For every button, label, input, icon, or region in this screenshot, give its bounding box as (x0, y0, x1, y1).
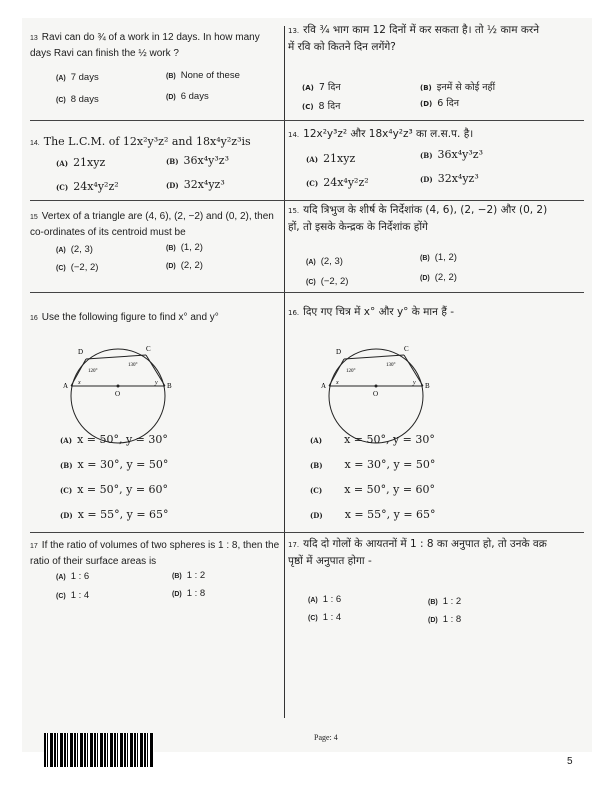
center-point (375, 385, 378, 388)
q14-number: 14. (30, 140, 40, 147)
q15-option-a: (A) (2, 3) (56, 244, 93, 255)
q16-hindi-option-a: (A) x = 50°, y = 30° (310, 433, 435, 446)
q17-hindi-text: यदि दो गोलों के आयतनों में 1 : 8 का अनुपात हो, तो उनके वक्र पृष्ठों में अनुपात होगा - (288, 538, 547, 567)
q13-option-b: (B) None of these (166, 70, 240, 81)
q14-option-c: (C) 24x⁴y²z² (56, 180, 119, 193)
q15-hindi-number: 15. (288, 207, 300, 215)
label-angle-120: 120° (346, 369, 356, 374)
center-point (117, 385, 120, 388)
q14-english (30, 134, 282, 151)
q15-number: 15 (30, 214, 38, 221)
chord-dc (344, 355, 404, 359)
q15-hindi (288, 202, 550, 235)
q14-hindi-option-a: (A) 21xyz (306, 152, 356, 165)
q14-hindi-option-b: (B) 36x⁴y³z³ (420, 148, 483, 161)
separator (30, 200, 584, 201)
q14-hindi-option-c: (C) 24x⁴y²z² (306, 176, 369, 189)
barcode (44, 733, 154, 767)
q13-hindi (288, 22, 543, 55)
q14-hindi-number: 14. (288, 131, 300, 139)
q16-option-a: (A) x = 50°, y = 30° (60, 433, 168, 446)
q16-hindi-option-c: (C) x = 50°, y = 60° (310, 483, 436, 496)
label-y: y (413, 380, 416, 386)
label-b: B (167, 382, 172, 390)
q13-hindi-number: 13. (288, 27, 300, 35)
label-angle-120: 120° (88, 369, 98, 374)
page-label: Page: 4 (314, 733, 338, 742)
q17-text: If the ratio of volumes of two spheres is 1 : 8, then the ratio of their surface areas is (30, 540, 280, 567)
q14-option-b: (B) 36x⁴y³z³ (166, 154, 229, 167)
label-a: A (321, 382, 327, 390)
q17-option-c: (C) 1 : 4 (56, 590, 90, 601)
q13-english (30, 30, 280, 61)
q17-number: 17 (30, 543, 38, 550)
label-angle-130: 130° (128, 363, 138, 368)
label-d: D (336, 348, 342, 356)
q14-hindi (288, 126, 558, 143)
q16-option-d: (D) x = 55°, y = 65° (60, 508, 169, 521)
label-o: O (373, 390, 379, 398)
q16-text: Use the following figure to find x° and y° (41, 312, 219, 323)
q14-text: The L.C.M. of 12x²y³z² and 18x⁴y²z³is (43, 135, 251, 148)
q15-hindi-option-c: (C) (−2, 2) (306, 276, 349, 287)
q15-text: Vertex of a triangle are (4, 6), (2, −2) and (0, 2), then co-ordinates of its centroid must be (30, 211, 274, 238)
q16-hindi (288, 304, 550, 321)
separator (30, 120, 584, 121)
q17-option-b: (B) 1 : 2 (172, 570, 206, 581)
q17-option-d: (D) 1 : 8 (172, 588, 206, 599)
q16-hindi-option-b: (B) x = 30°, y = 50° (310, 458, 436, 471)
separator (30, 532, 584, 533)
q17-hindi-option-d: (D) 1 : 8 (428, 614, 462, 625)
column-divider (284, 26, 285, 718)
q16-option-b: (B) x = 30°, y = 50° (60, 458, 169, 471)
q13-hindi-option-c: (C) 8 दिन (302, 101, 341, 112)
q13-hindi-option-a: (A) 7 दिन (302, 82, 341, 93)
q15-hindi-option-d: (D) (2, 2) (420, 272, 457, 283)
q16-hindi-number: 16. (288, 309, 300, 317)
chord-dc (86, 355, 146, 359)
q14-hindi-option-d: (D) 32x⁴yz³ (420, 172, 479, 185)
q13-option-c: (C) 8 days (56, 94, 99, 105)
q15-hindi-option-a: (A) (2, 3) (306, 256, 343, 267)
q17-hindi-option-a: (A) 1 : 6 (308, 594, 342, 605)
q15-hindi-text: यदि त्रिभुज के शीर्ष के निर्देशांक (4, 6), (2, −2) और (0, 2) हों, तो इसके केन्द्रक के निर्देशांक होंगे (288, 204, 548, 233)
q17-hindi-option-b: (B) 1 : 2 (428, 596, 462, 607)
q13-number: 13 (30, 35, 38, 42)
q16-option-c: (C) x = 50°, y = 60° (60, 483, 169, 496)
label-c: C (146, 345, 151, 353)
label-y: y (155, 380, 158, 386)
label-angle-130: 130° (386, 363, 396, 368)
label-x: x (78, 380, 81, 386)
q13-text: Ravi can do ¾ of a work in 12 days. In how many days Ravi can finish the ½ work ? (30, 32, 260, 59)
q15-option-d: (D) (2, 2) (166, 260, 203, 271)
q16-hindi-text: दिए गए चित्र में x° और y° के मान हैं - (303, 306, 455, 318)
q15-option-c: (C) (−2, 2) (56, 262, 99, 273)
label-x: x (336, 380, 339, 386)
q17-option-a: (A) 1 : 6 (56, 571, 90, 582)
q15-english (30, 209, 282, 240)
separator (30, 292, 584, 293)
label-o: O (115, 390, 121, 398)
q16-hindi-option-d: (D) x = 55°, y = 65° (310, 508, 436, 521)
q14-hindi-text: 12x²y³z² और 18x⁴y²z³ का ल.स.प. है। (303, 128, 474, 140)
q14-option-d: (D) 32x⁴yz³ (166, 178, 225, 191)
q17-hindi-number: 17. (288, 541, 300, 549)
label-b: B (425, 382, 430, 390)
q13-option-d: (D) 6 days (166, 91, 209, 102)
page-number: 5 (567, 756, 573, 767)
q13-hindi-text: रवि ¾ भाग काम 12 दिनों में कर सकता है। तो ½ काम करने में रवि को कितने दिन लगेंगे? (288, 24, 540, 53)
q13-option-a: (A) 7 days (56, 72, 99, 83)
q13-hindi-option-d: (D) 6 दिन (420, 98, 460, 109)
q15-option-b: (B) (1, 2) (166, 242, 203, 253)
label-c: C (404, 345, 409, 353)
q13-hindi-option-b: (B) इनमें से कोई नहीं (420, 82, 496, 93)
label-d: D (78, 348, 84, 356)
q14-option-a: (A) 21xyz (56, 156, 106, 169)
q16-english (30, 310, 282, 326)
q15-hindi-option-b: (B) (1, 2) (420, 252, 457, 263)
q16-number: 16 (30, 315, 38, 322)
q17-hindi-option-c: (C) 1 : 4 (308, 612, 342, 623)
label-a: A (63, 382, 69, 390)
q17-hindi (288, 536, 550, 569)
q17-english (30, 538, 282, 569)
